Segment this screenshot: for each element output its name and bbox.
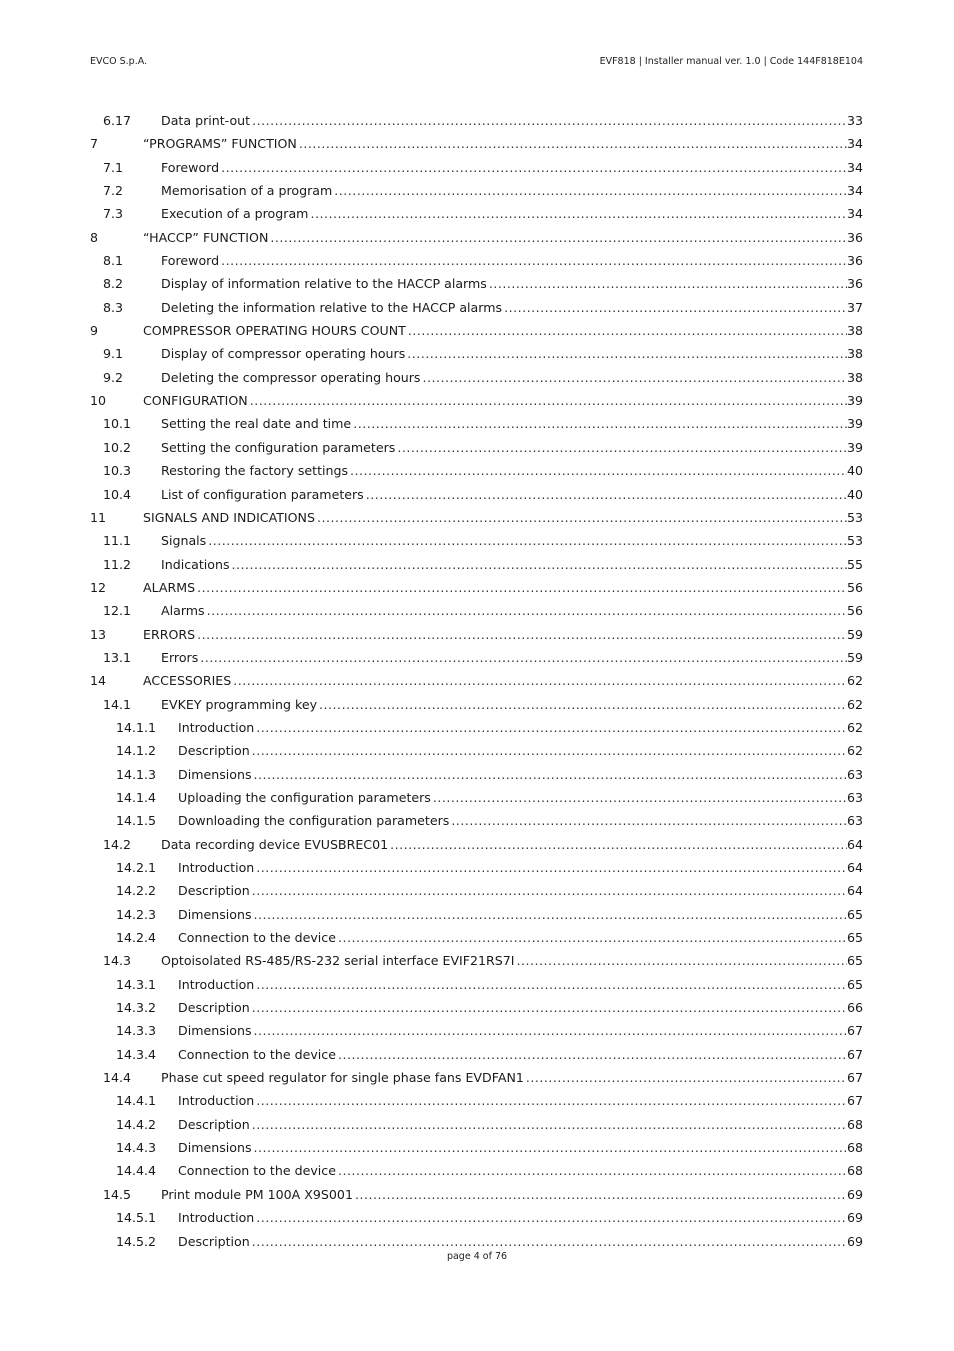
toc-entry-title-line bbox=[178, 786, 863, 809]
toc-entry-title-line bbox=[161, 1183, 863, 1206]
toc-entry[interactable] bbox=[90, 623, 863, 646]
toc-entry[interactable] bbox=[90, 1206, 863, 1229]
toc-entry[interactable] bbox=[90, 319, 863, 342]
toc-entry-title: Introduction bbox=[178, 856, 256, 879]
toc-entry-page: 33 bbox=[846, 113, 863, 128]
dot-leader bbox=[252, 879, 847, 902]
toc-entry-title: Uploading the configuration parameters bbox=[178, 786, 433, 809]
dot-leader bbox=[254, 763, 847, 786]
toc-entry[interactable] bbox=[90, 156, 863, 179]
toc-entry-title-line bbox=[178, 763, 863, 786]
toc-entry-page: 40 bbox=[846, 463, 863, 479]
toc-entry[interactable] bbox=[90, 202, 863, 225]
toc-entry[interactable] bbox=[90, 1230, 863, 1253]
toc-entry-number: 14.4.2 bbox=[116, 1116, 157, 1132]
toc-entry[interactable] bbox=[90, 716, 863, 739]
dot-leader bbox=[256, 1089, 847, 1112]
toc-entry-page: 34 bbox=[846, 159, 863, 175]
dot-leader bbox=[408, 319, 847, 342]
toc-entry-page: 39 bbox=[846, 393, 863, 409]
dot-leader bbox=[232, 553, 847, 576]
toc-entry-number: 14.5.1 bbox=[116, 1210, 157, 1226]
toc-entry-page: 38 bbox=[846, 346, 863, 362]
dot-leader bbox=[433, 786, 847, 809]
dot-leader bbox=[310, 202, 847, 225]
toc-entry-title: Indications bbox=[161, 553, 232, 576]
toc-entry-number: 14.3.2 bbox=[116, 1000, 157, 1016]
toc-entry-page: 67 bbox=[846, 1046, 863, 1062]
toc-entry-title: Connection to the device bbox=[178, 1159, 338, 1182]
toc-entry-title: ERRORS bbox=[143, 623, 197, 646]
toc-entry-number: 10.1 bbox=[103, 416, 132, 432]
dot-leader bbox=[350, 459, 847, 482]
toc-entry-title-line bbox=[178, 809, 863, 832]
toc-entry-title: Phase cut speed regulator for single phase fans EVDFAN1 bbox=[161, 1066, 526, 1089]
toc-entry-title-line bbox=[161, 272, 863, 295]
toc-entry[interactable] bbox=[90, 599, 863, 622]
header-document-info: EVF818 | Installer manual ver. 1.0 | Code 144F818E104 bbox=[599, 56, 863, 67]
toc-entry[interactable] bbox=[90, 412, 863, 435]
dot-leader bbox=[504, 296, 847, 319]
toc-entry-title-line bbox=[161, 202, 863, 225]
dot-leader bbox=[334, 179, 847, 202]
toc-entry-number: 11.2 bbox=[103, 556, 132, 572]
toc-entry-title-line bbox=[178, 1136, 863, 1159]
toc-entry-page: 56 bbox=[846, 603, 863, 619]
toc-entry-number: 14.2.1 bbox=[116, 860, 157, 875]
toc-entry-title: Introduction bbox=[178, 973, 256, 996]
toc-entry-title-line bbox=[161, 553, 863, 576]
toc-entry-page: 36 bbox=[846, 276, 863, 292]
toc-entry-title-line bbox=[178, 856, 863, 879]
toc-entry-number: 10.3 bbox=[103, 463, 132, 479]
toc-entry-number: 6.17 bbox=[103, 113, 132, 128]
toc-entry-title-line bbox=[178, 1043, 863, 1066]
toc-entry-title: Execution of a program bbox=[161, 202, 310, 225]
toc-entry-title: Downloading the configuration parameters bbox=[178, 809, 451, 832]
toc-entry-number: 7 bbox=[90, 136, 99, 152]
toc-entry-title-line bbox=[178, 996, 863, 1019]
toc-entry-page: 39 bbox=[846, 439, 863, 455]
toc-entry-title: Description bbox=[178, 739, 252, 762]
toc-entry-page: 65 bbox=[846, 906, 863, 922]
toc-entry-title: Foreword bbox=[161, 156, 221, 179]
toc-entry-number: 9.1 bbox=[103, 346, 124, 362]
toc-entry-page: 62 bbox=[846, 696, 863, 712]
toc-entry-number: 11 bbox=[90, 509, 107, 525]
toc-entry-number: 8.1 bbox=[103, 253, 124, 269]
dot-leader bbox=[200, 646, 847, 669]
toc-entry-number: 13 bbox=[90, 626, 107, 642]
dot-leader bbox=[338, 1159, 847, 1182]
toc-entry-title-line bbox=[161, 529, 863, 552]
toc-entry-number: 14.4.3 bbox=[116, 1140, 157, 1156]
toc-entry-page: 34 bbox=[846, 206, 863, 222]
toc-entry-title: Dimensions bbox=[178, 1019, 254, 1042]
toc-entry-page: 38 bbox=[846, 323, 863, 339]
toc-entry-title-line bbox=[178, 879, 863, 902]
toc-entry[interactable] bbox=[90, 553, 863, 576]
toc-entry-title: Display of compressor operating hours bbox=[161, 342, 407, 365]
toc-entry-title: Connection to the device bbox=[178, 926, 338, 949]
toc-entry-number: 7.1 bbox=[103, 159, 124, 175]
toc-entry-number: 13.1 bbox=[103, 649, 132, 665]
dot-leader bbox=[397, 436, 847, 459]
toc-entry-title-line bbox=[178, 1019, 863, 1042]
dot-leader bbox=[256, 716, 847, 739]
toc-entry-title-line bbox=[143, 132, 863, 155]
toc-entry-title-line bbox=[161, 109, 863, 132]
toc-entry-number: 10.4 bbox=[103, 486, 132, 502]
toc-entry-page: 65 bbox=[846, 953, 863, 969]
toc-entry[interactable] bbox=[90, 1113, 863, 1136]
toc-entry-page: 40 bbox=[846, 486, 863, 502]
toc-entry-title: “HACCP” FUNCTION bbox=[143, 226, 270, 249]
toc-entry-number: 14.1.4 bbox=[116, 789, 157, 805]
dot-leader bbox=[252, 1230, 847, 1253]
table-of-contents bbox=[90, 109, 863, 1253]
dot-leader bbox=[256, 973, 847, 996]
toc-entry[interactable] bbox=[90, 646, 863, 669]
toc-entry-number: 12.1 bbox=[103, 603, 132, 619]
toc-entry-title: Print module PM 100A X9S001 bbox=[161, 1183, 355, 1206]
toc-entry-page: 59 bbox=[846, 649, 863, 665]
toc-entry-page: 38 bbox=[846, 369, 863, 385]
toc-entry[interactable] bbox=[90, 366, 863, 389]
dot-leader bbox=[489, 272, 847, 295]
toc-entry-number: 8.2 bbox=[103, 276, 124, 292]
toc-entry[interactable] bbox=[90, 436, 863, 459]
dot-leader bbox=[254, 1019, 847, 1042]
toc-entry-page: 53 bbox=[846, 509, 863, 525]
header-company: EVCO S.p.A. bbox=[90, 56, 148, 67]
toc-entry-number: 14.2.3 bbox=[116, 906, 157, 922]
toc-entry-number: 8 bbox=[90, 229, 99, 245]
toc-entry-title: Memorisation of a program bbox=[161, 179, 334, 202]
toc-entry-number: 12 bbox=[90, 579, 107, 595]
dot-leader bbox=[390, 833, 847, 856]
dot-leader bbox=[355, 1183, 847, 1206]
toc-entry-title-line bbox=[143, 506, 863, 529]
toc-entry-page: 55 bbox=[846, 556, 863, 572]
toc-entry-page: 53 bbox=[846, 533, 863, 549]
toc-entry[interactable] bbox=[90, 296, 863, 319]
toc-entry-number: 14.5 bbox=[103, 1186, 132, 1202]
toc-entry-number: 14.1.2 bbox=[116, 743, 157, 759]
toc-entry[interactable] bbox=[90, 1043, 863, 1066]
toc-entry[interactable] bbox=[90, 669, 863, 692]
toc-entry-title-line bbox=[161, 599, 863, 622]
toc-entry-number: 14.4.4 bbox=[116, 1163, 157, 1179]
toc-entry-page: 37 bbox=[846, 299, 863, 315]
dot-leader bbox=[526, 1066, 847, 1089]
toc-entry-title-line bbox=[161, 436, 863, 459]
toc-entry-page: 68 bbox=[846, 1140, 863, 1156]
toc-entry[interactable] bbox=[90, 949, 863, 972]
dot-leader bbox=[366, 483, 847, 506]
toc-entry-title-line bbox=[178, 926, 863, 949]
toc-entry-page: 63 bbox=[846, 813, 863, 829]
toc-entry-title-line bbox=[161, 1066, 863, 1089]
toc-entry[interactable] bbox=[90, 879, 863, 902]
toc-entry-title-line bbox=[143, 669, 863, 692]
toc-entry[interactable] bbox=[90, 1183, 863, 1206]
toc-entry-title: Introduction bbox=[178, 1089, 256, 1112]
dot-leader bbox=[252, 996, 847, 1019]
toc-entry-title: ALARMS bbox=[143, 576, 197, 599]
toc-entry-title-line bbox=[161, 156, 863, 179]
toc-entry-number: 14.4.1 bbox=[116, 1093, 157, 1109]
toc-entry-number: 7.3 bbox=[103, 206, 124, 222]
toc-entry-title: Description bbox=[178, 1113, 252, 1136]
toc-entry-title: Signals bbox=[161, 529, 208, 552]
dot-leader bbox=[254, 903, 847, 926]
dot-leader bbox=[407, 342, 847, 365]
toc-entry-page: 69 bbox=[846, 1186, 863, 1202]
toc-entry-number: 14.3 bbox=[103, 953, 132, 969]
toc-entry-number: 14.5.2 bbox=[116, 1233, 157, 1249]
dot-leader bbox=[252, 109, 847, 132]
toc-entry[interactable] bbox=[90, 1019, 863, 1042]
toc-entry-page: 66 bbox=[846, 1000, 863, 1016]
toc-entry-title-line bbox=[161, 179, 863, 202]
dot-leader bbox=[517, 949, 847, 972]
dot-leader bbox=[256, 1206, 847, 1229]
toc-entry-page: 67 bbox=[846, 1093, 863, 1109]
toc-entry-title: Errors bbox=[161, 646, 200, 669]
toc-entry-page: 56 bbox=[846, 579, 863, 595]
toc-entry[interactable] bbox=[90, 483, 863, 506]
toc-entry[interactable] bbox=[90, 272, 863, 295]
page-number: page 4 of 76 bbox=[446, 1251, 508, 1262]
toc-entry-number: 11.1 bbox=[103, 533, 132, 549]
toc-entry[interactable] bbox=[90, 342, 863, 365]
toc-entry[interactable] bbox=[90, 529, 863, 552]
toc-entry-title-line bbox=[161, 949, 863, 972]
toc-entry[interactable] bbox=[90, 1066, 863, 1089]
toc-entry-number: 8.3 bbox=[103, 299, 124, 315]
toc-entry[interactable] bbox=[90, 1089, 863, 1112]
toc-entry-page: 62 bbox=[846, 673, 863, 689]
dot-leader bbox=[338, 1043, 847, 1066]
toc-entry-page: 34 bbox=[846, 136, 863, 152]
toc-entry-title: SIGNALS AND INDICATIONS bbox=[143, 506, 317, 529]
toc-entry-number: 14.1.5 bbox=[116, 813, 157, 829]
toc-entry[interactable] bbox=[90, 1159, 863, 1182]
toc-entry-number: 14.1 bbox=[103, 696, 132, 712]
toc-entry-page: 34 bbox=[846, 183, 863, 199]
toc-entry[interactable] bbox=[90, 973, 863, 996]
toc-entry-title: Setting the configuration parameters bbox=[161, 436, 397, 459]
toc-entry-page: 67 bbox=[846, 1023, 863, 1039]
toc-entry-page: 39 bbox=[846, 416, 863, 432]
toc-entry-title: List of configuration parameters bbox=[161, 483, 366, 506]
toc-entry-title: Deleting the compressor operating hours bbox=[161, 366, 423, 389]
toc-entry-title-line bbox=[178, 973, 863, 996]
toc-entry-number: 10 bbox=[90, 393, 107, 409]
toc-entry[interactable] bbox=[90, 856, 863, 879]
toc-entry[interactable] bbox=[90, 459, 863, 482]
dot-leader bbox=[317, 506, 847, 529]
toc-entry-title-line bbox=[178, 739, 863, 762]
toc-entry-title: Optoisolated RS-485/RS-232 serial interface EVIF21RS7I bbox=[161, 949, 517, 972]
toc-entry-title: Description bbox=[178, 996, 252, 1019]
toc-entry-title-line bbox=[143, 319, 863, 342]
dot-leader bbox=[254, 1136, 847, 1159]
toc-entry-page: 64 bbox=[846, 860, 863, 875]
toc-entry-title: Data print-out bbox=[161, 109, 252, 132]
toc-entry[interactable] bbox=[90, 809, 863, 832]
toc-entry[interactable] bbox=[90, 739, 863, 762]
toc-entry-title-line bbox=[178, 1089, 863, 1112]
toc-entry-title-line bbox=[161, 366, 863, 389]
toc-entry-title: Description bbox=[178, 879, 252, 902]
toc-entry-page: 67 bbox=[846, 1070, 863, 1086]
toc-entry-title-line bbox=[161, 693, 863, 716]
toc-entry-page: 68 bbox=[846, 1163, 863, 1179]
toc-entry-number: 10.2 bbox=[103, 439, 132, 455]
toc-entry[interactable] bbox=[90, 179, 863, 202]
toc-entry-title: ACCESSORIES bbox=[143, 669, 233, 692]
toc-entry-number: 9 bbox=[90, 323, 99, 339]
dot-leader bbox=[270, 226, 847, 249]
toc-entry-number: 9.2 bbox=[103, 369, 124, 385]
toc-entry-number: 14 bbox=[90, 673, 107, 689]
toc-entry-page: 36 bbox=[846, 253, 863, 269]
dot-leader bbox=[221, 156, 847, 179]
dot-leader bbox=[233, 669, 847, 692]
dot-leader bbox=[338, 926, 847, 949]
toc-entry-title-line bbox=[143, 623, 863, 646]
toc-entry[interactable] bbox=[90, 786, 863, 809]
toc-entry-page: 36 bbox=[846, 229, 863, 245]
dot-leader bbox=[256, 856, 847, 879]
dot-leader bbox=[353, 412, 847, 435]
toc-entry-title: Description bbox=[178, 1230, 252, 1253]
toc-entry-title: Foreword bbox=[161, 249, 221, 272]
toc-entry-title-line bbox=[161, 412, 863, 435]
toc-entry-number: 7.2 bbox=[103, 183, 124, 199]
toc-entry-title: Introduction bbox=[178, 1206, 256, 1229]
toc-entry-title-line bbox=[161, 459, 863, 482]
toc-entry-page: 65 bbox=[846, 930, 863, 946]
toc-entry-page: 69 bbox=[846, 1210, 863, 1226]
toc-entry-page: 63 bbox=[846, 766, 863, 782]
dot-leader bbox=[197, 576, 847, 599]
toc-entry-title-line bbox=[178, 716, 863, 739]
toc-entry-number: 14.2.4 bbox=[116, 930, 157, 946]
dot-leader bbox=[319, 693, 847, 716]
toc-entry-number: 14.2.2 bbox=[116, 883, 157, 899]
dot-leader bbox=[207, 599, 847, 622]
toc-entry-title: Data recording device EVUSBREC01 bbox=[161, 833, 390, 856]
toc-entry-title: COMPRESSOR OPERATING HOURS COUNT bbox=[143, 319, 408, 342]
toc-entry-page: 64 bbox=[846, 836, 863, 852]
toc-entry-title: CONFIGURATION bbox=[143, 389, 250, 412]
toc-entry[interactable] bbox=[90, 763, 863, 786]
toc-entry-page: 69 bbox=[846, 1233, 863, 1249]
toc-entry[interactable] bbox=[90, 249, 863, 272]
toc-entry-title: Introduction bbox=[178, 716, 256, 739]
toc-entry-title-line bbox=[161, 249, 863, 272]
toc-entry-title-line bbox=[161, 296, 863, 319]
toc-entry-title: “PROGRAMS” FUNCTION bbox=[143, 132, 299, 155]
toc-entry-title: Display of information relative to the HACCP alarms bbox=[161, 272, 489, 295]
toc-entry-number: 14.2 bbox=[103, 836, 132, 852]
dot-leader bbox=[252, 739, 847, 762]
toc-entry-title: Dimensions bbox=[178, 763, 254, 786]
toc-entry[interactable] bbox=[90, 226, 863, 249]
toc-entry-title-line bbox=[178, 1206, 863, 1229]
toc-entry-title-line bbox=[143, 226, 863, 249]
dot-leader bbox=[208, 529, 847, 552]
toc-entry[interactable] bbox=[90, 693, 863, 716]
toc-entry-title-line bbox=[161, 833, 863, 856]
toc-entry[interactable] bbox=[90, 996, 863, 1019]
dot-leader bbox=[250, 389, 847, 412]
dot-leader bbox=[299, 132, 847, 155]
dot-leader bbox=[221, 249, 847, 272]
toc-entry[interactable] bbox=[90, 109, 863, 132]
toc-entry-number: 14.3.4 bbox=[116, 1046, 157, 1062]
toc-entry-title: Alarms bbox=[161, 599, 207, 622]
toc-entry-title-line bbox=[178, 1159, 863, 1182]
toc-entry-title-line bbox=[143, 389, 863, 412]
toc-entry-page: 63 bbox=[846, 789, 863, 805]
toc-entry-title: Dimensions bbox=[178, 903, 254, 926]
dot-leader bbox=[451, 809, 847, 832]
toc-entry-title-line bbox=[178, 1113, 863, 1136]
toc-entry-title: Connection to the device bbox=[178, 1043, 338, 1066]
toc-entry-page: 64 bbox=[846, 883, 863, 899]
toc-entry-title: Setting the real date and time bbox=[161, 412, 353, 435]
toc-entry-title: Deleting the information relative to the HACCP alarms bbox=[161, 296, 504, 319]
toc-entry-page: 68 bbox=[846, 1116, 863, 1132]
toc-entry-number: 14.1.1 bbox=[116, 719, 157, 735]
toc-entry-title: Restoring the factory settings bbox=[161, 459, 350, 482]
dot-leader bbox=[423, 366, 847, 389]
toc-entry[interactable] bbox=[90, 1136, 863, 1159]
toc-entry-title-line bbox=[161, 342, 863, 365]
toc-entry[interactable] bbox=[90, 926, 863, 949]
toc-entry-number: 14.1.3 bbox=[116, 766, 157, 782]
toc-entry[interactable] bbox=[90, 576, 863, 599]
toc-entry-title-line bbox=[178, 1230, 863, 1253]
toc-entry-page: 62 bbox=[846, 719, 863, 735]
toc-entry-number: 14.3.3 bbox=[116, 1023, 157, 1039]
toc-entry-number: 14.4 bbox=[103, 1070, 132, 1086]
toc-entry-title: Dimensions bbox=[178, 1136, 254, 1159]
dot-leader bbox=[197, 623, 847, 646]
toc-entry[interactable] bbox=[90, 132, 863, 155]
toc-entry-title-line bbox=[161, 483, 863, 506]
dot-leader bbox=[252, 1113, 847, 1136]
toc-entry[interactable] bbox=[90, 903, 863, 926]
toc-entry-number: 14.3.1 bbox=[116, 976, 157, 992]
toc-entry-title-line bbox=[143, 576, 863, 599]
toc-entry-page: 65 bbox=[846, 976, 863, 992]
toc-entry[interactable] bbox=[90, 506, 863, 529]
toc-entry-title-line bbox=[178, 903, 863, 926]
toc-entry-title: EVKEY programming key bbox=[161, 693, 319, 716]
toc-entry-page: 59 bbox=[846, 626, 863, 642]
toc-entry-page: 62 bbox=[846, 743, 863, 759]
toc-entry-title-line bbox=[161, 646, 863, 669]
toc-entry[interactable] bbox=[90, 833, 863, 856]
toc-entry[interactable] bbox=[90, 389, 863, 412]
